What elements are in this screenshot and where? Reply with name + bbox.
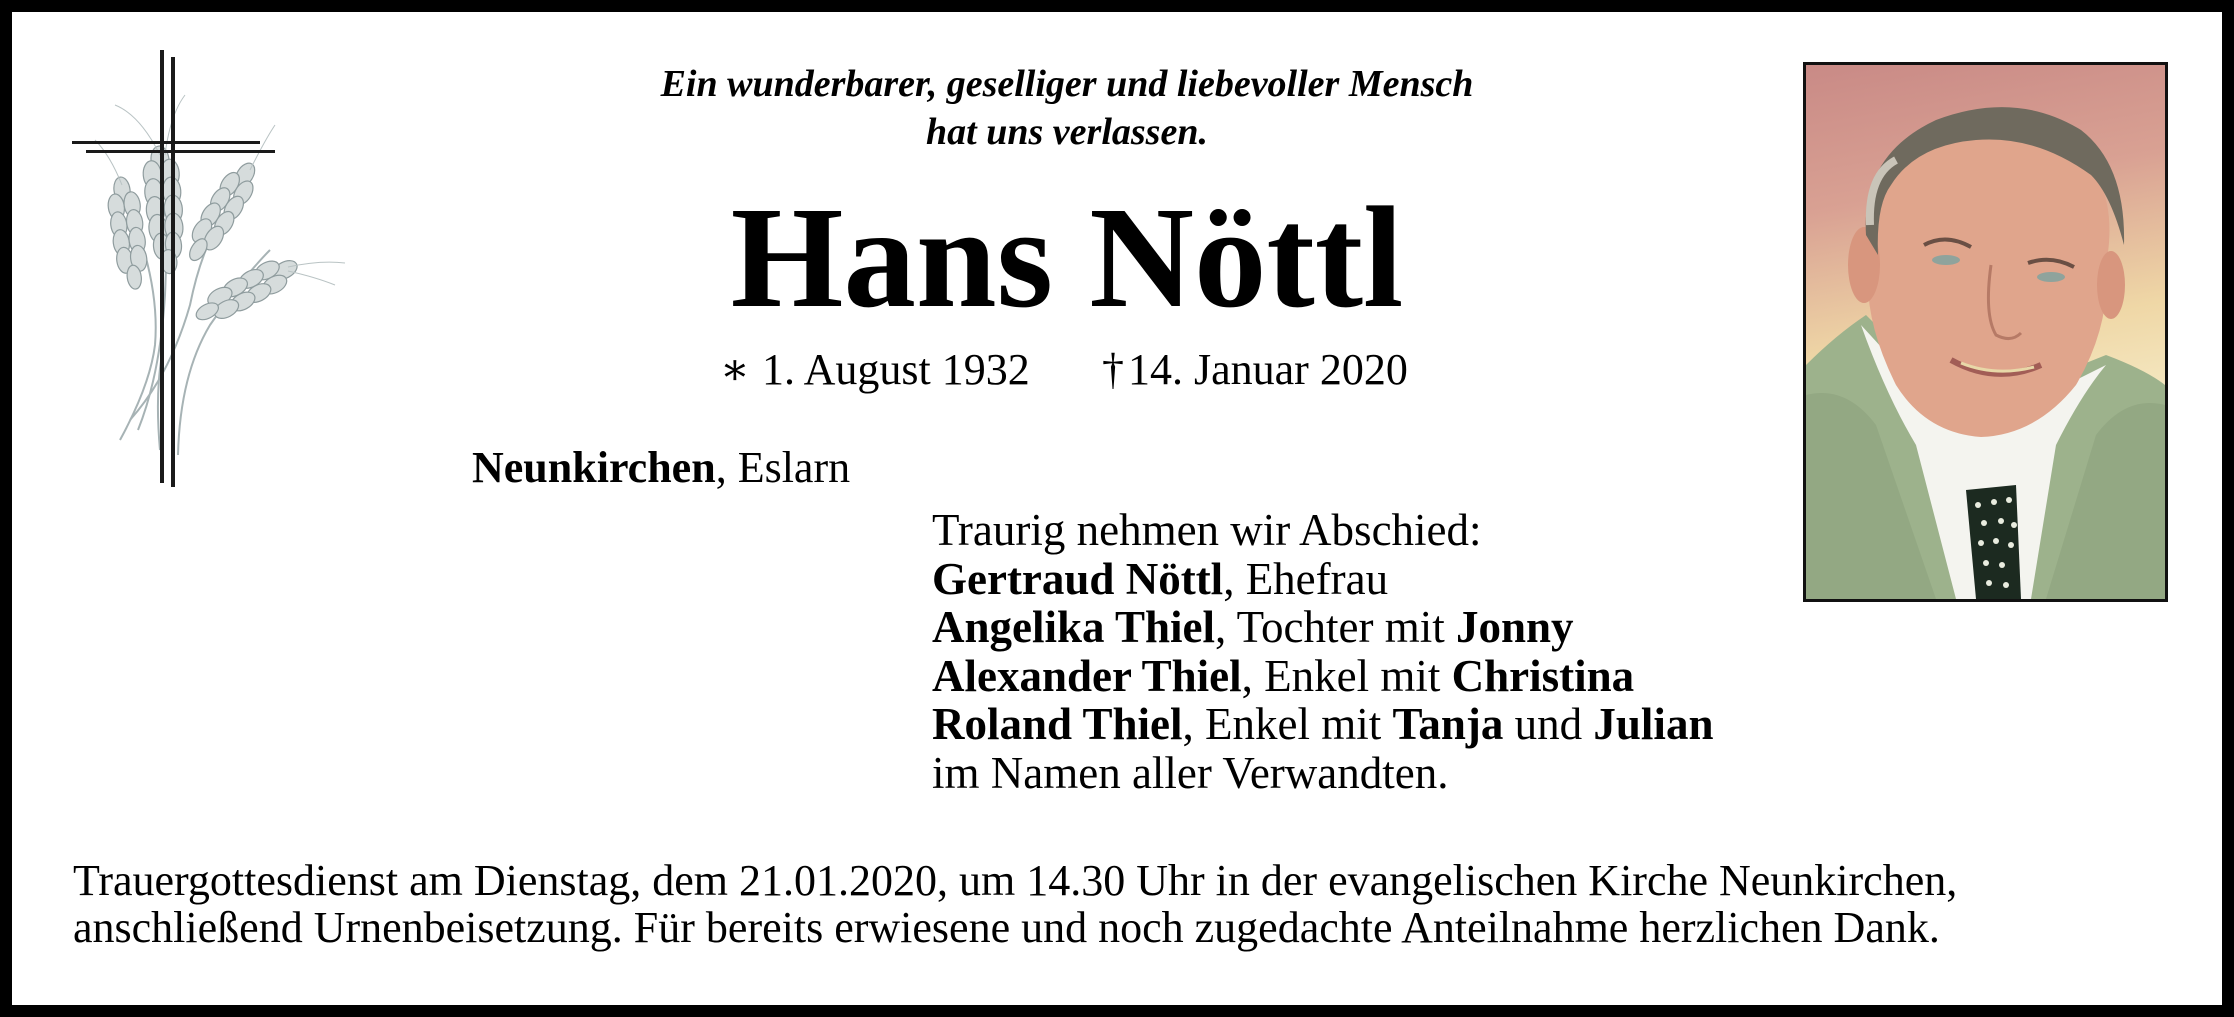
mourner-name: Alexander Thiel [932,650,1242,701]
birth-date: 1. August 1932 [762,345,1030,394]
mourner-companion: Christina [1451,650,1635,701]
mourner-conjunction: und [1503,699,1594,749]
mourner-entry [932,652,1713,701]
place-separator: , [715,443,738,492]
mourner-companion-2: Julian [1593,699,1714,749]
portrait-image [1806,65,2165,599]
mourner-companion: Tanja [1392,699,1504,749]
portrait-photo [1803,62,2168,602]
tagline [400,60,1734,156]
place-secondary: Eslarn [737,443,851,492]
mourner-name: Gertraud Nöttl [932,553,1224,604]
mourner-entry [932,700,1713,749]
death-dagger-icon: † [1102,345,1124,394]
mourner-relation: , Enkel mit [1241,650,1452,701]
tagline-line-1: Ein wunderbarer, geselliger und liebevoller Mensch [660,63,1474,105]
mourner-name: Roland Thiel [932,699,1183,749]
mourner-relation: , Enkel mit [1182,699,1393,749]
mourner-relation: , Tochter mit [1215,602,1456,652]
place-line [472,443,850,493]
birth-asterisk-icon: ∗ [720,345,750,394]
tagline-line-2: hat uns verlassen. [926,111,1208,153]
mourner-companion: Jonny [1455,602,1574,652]
service-line-2: anschließend Urnenbeisetzung. Für bereits erwiesene und noch zugedachte Anteilnahme herzlichen Dank. [73,903,1940,952]
mourner-entry [932,603,1713,652]
cross-with-wheat-icon [60,45,350,495]
mourners-closing: im Namen aller Verwandten. [932,747,1449,798]
place-primary: Neunkirchen [472,443,716,492]
mourner-name: Angelika Thiel [932,602,1215,652]
service-info [73,857,1957,951]
mourner-entry [932,555,1713,604]
mourners-block [932,506,1713,797]
mourners-intro: Traurig nehmen wir Abschied: [932,505,1482,555]
death-date: 14. Januar 2020 [1128,345,1408,394]
deceased-name: Hans Nöttl [730,178,1404,338]
service-line-1: Trauergottesdienst am Dienstag, dem 21.01.2020, um 14.30 Uhr in der evangelischen Kirche Neunkirchen, [73,856,1958,905]
mourner-relation: , Ehefrau [1223,553,1389,604]
